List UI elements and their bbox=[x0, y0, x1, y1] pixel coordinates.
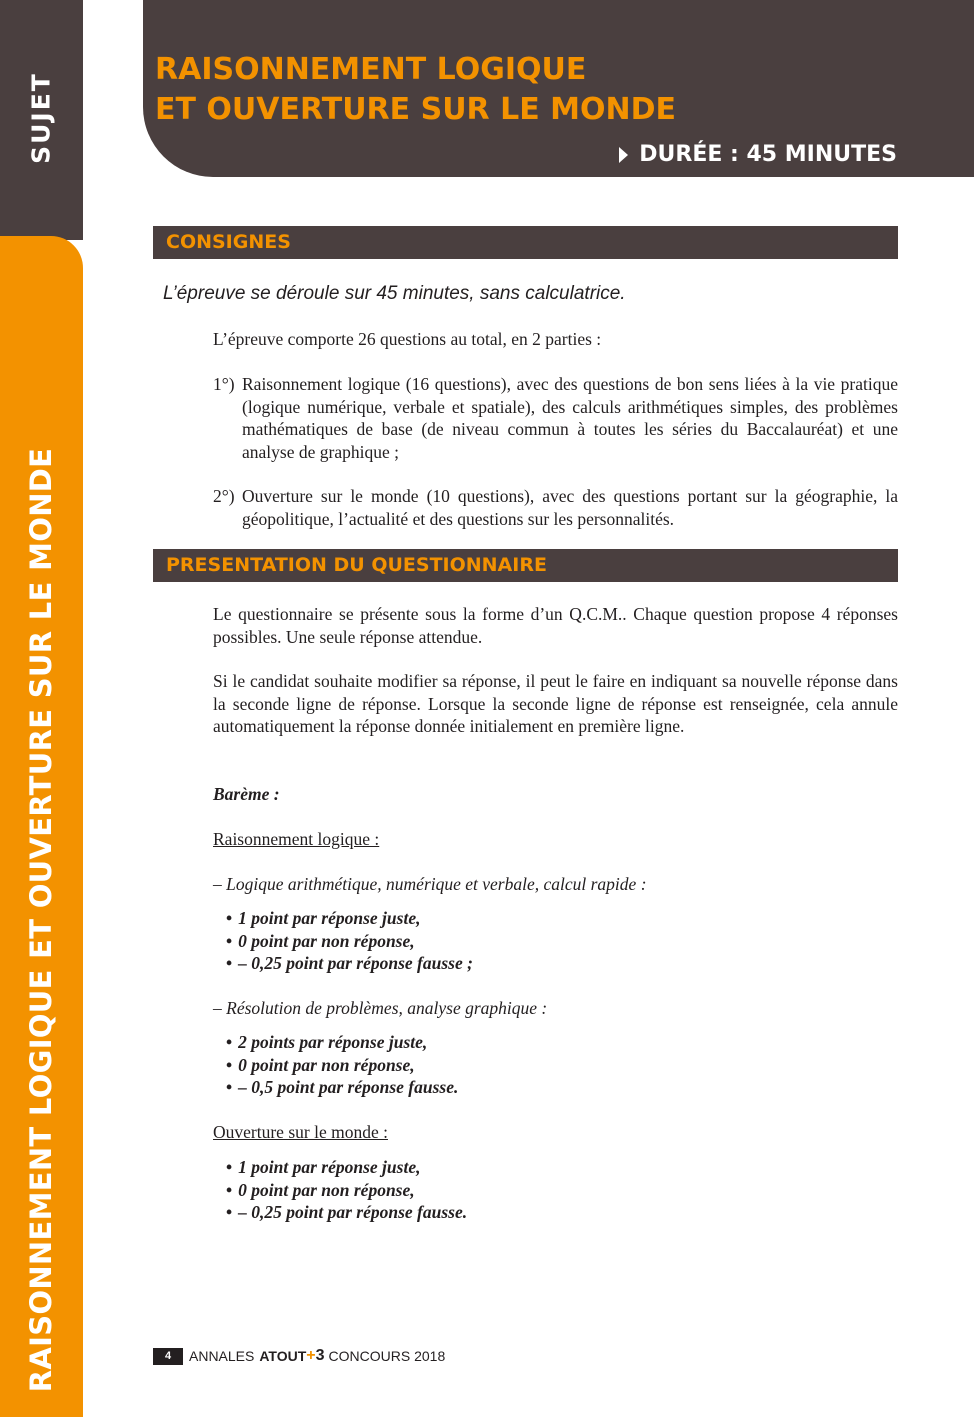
duration-label bbox=[619, 142, 897, 167]
section-heading-presentation bbox=[153, 549, 898, 582]
page-number: 4 bbox=[153, 1348, 183, 1365]
ouverture-label: Ouverture sur le monde : bbox=[213, 1122, 388, 1142]
page-header bbox=[143, 0, 974, 177]
list-item-text: Raisonnement logique (16 questions), avec des questions de bon sens liées à la vie pratique (logique numérique, verbale et spatiale), des calculs arithmétiques simples, des problèmes mathématiques de base (de niveau commun à toutes les séries du Baccalauréat) et une analyse de graphique ; bbox=[242, 374, 898, 462]
bullet-item: • – 0,25 point par réponse fausse. bbox=[226, 1201, 467, 1224]
bullet-item: • 1 point par réponse juste, bbox=[226, 907, 473, 930]
duration-text: DURÉE : 45 MINUTES bbox=[639, 142, 897, 167]
group1-list bbox=[226, 907, 473, 975]
group1-title: – Logique arithmétique, numérique et verbale, calcul rapide : bbox=[213, 874, 647, 894]
footer-concours: CONCOURS 2018 bbox=[328, 1348, 446, 1364]
consignes-lead: L’épreuve comporte 26 questions au total, en 2 parties : bbox=[213, 329, 602, 349]
section-heading-text: PRESENTATION DU QUESTIONNAIRE bbox=[166, 554, 547, 576]
footer-brand-3: 3 bbox=[315, 1347, 325, 1364]
footer-brand-plus: + bbox=[306, 1347, 316, 1364]
section-heading-consignes bbox=[153, 226, 898, 259]
footer-annales: ANNALES bbox=[189, 1348, 255, 1364]
sidebar-bottom-label: RAISONNEMENT LOGIQUE ET OUVERTURE SUR LE MONDE bbox=[24, 447, 58, 1393]
page-title bbox=[155, 50, 676, 130]
bullet-item: • 0 point par non réponse, bbox=[226, 1054, 458, 1077]
bullet-item: • 0 point par non réponse, bbox=[226, 1179, 467, 1202]
group2-list bbox=[226, 1031, 458, 1099]
triangle-right-icon bbox=[619, 147, 628, 163]
page-footer bbox=[153, 1347, 445, 1365]
list-item bbox=[213, 485, 898, 530]
footer-brand: ATOUT bbox=[259, 1348, 307, 1364]
list-item bbox=[213, 373, 898, 463]
section-heading-text: CONSIGNES bbox=[166, 231, 291, 253]
presentation-paragraph-2: Si le candidat souhaite modifier sa réponse, il peut le faire en indiquant sa nouvelle réponse dans la seconde ligne de réponse. Lorsque la seconde ligne de réponse est renseignée, cela annule automatiquement la réponse donnée initialement en première ligne. bbox=[213, 671, 898, 736]
presentation-paragraph-1: Le questionnaire se présente sous la forme d’un Q.C.M.. Chaque question propose 4 réponses possibles. Une seule réponse attendue. bbox=[213, 604, 898, 647]
bareme-label: Barème : bbox=[213, 784, 280, 804]
list-item-number: 2°) bbox=[213, 486, 235, 506]
bullet-item: • – 0,25 point par réponse fausse ; bbox=[226, 952, 473, 975]
page-title-line2: ET OUVERTURE SUR LE MONDE bbox=[155, 92, 677, 127]
raisonnement-label: Raisonnement logique : bbox=[213, 829, 380, 849]
list-item-number: 1°) bbox=[213, 374, 235, 394]
bullet-item: • 0 point par non réponse, bbox=[226, 930, 473, 953]
group3-list bbox=[226, 1156, 467, 1224]
sidebar-top-label: SUJET bbox=[26, 72, 56, 164]
list-item-text: Ouverture sur le monde (10 questions), avec des questions portant sur la géographie, la géopolitique, l’actualité et des questions sur les personnalités. bbox=[242, 486, 898, 529]
intro-text: L’épreuve se déroule sur 45 minutes, sans calculatrice. bbox=[163, 283, 626, 304]
bullet-item: • – 0,5 point par réponse fausse. bbox=[226, 1076, 458, 1099]
bullet-item: • 2 points par réponse juste, bbox=[226, 1031, 458, 1054]
group2-title: – Résolution de problèmes, analyse graphique : bbox=[213, 998, 548, 1018]
page-title-line1: RAISONNEMENT LOGIQUE bbox=[155, 52, 587, 87]
bullet-item: • 1 point par réponse juste, bbox=[226, 1156, 467, 1179]
